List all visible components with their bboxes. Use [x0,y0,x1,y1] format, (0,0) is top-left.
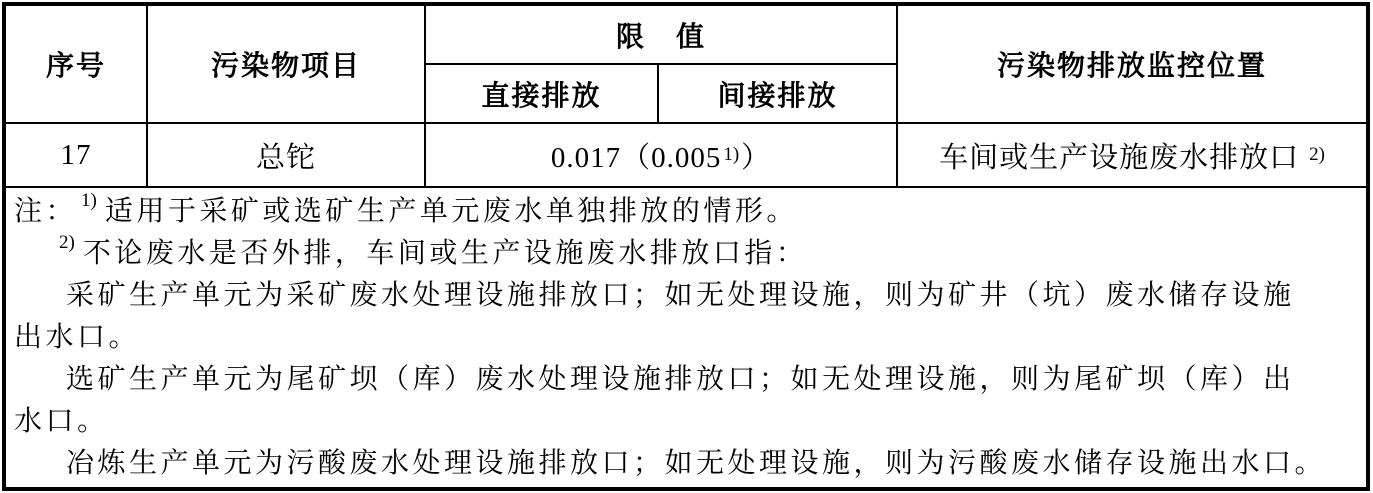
header-label-serial-number: 序号 [45,50,106,81]
footnote-2-marker: 2) [59,232,75,253]
footnote-1-text: 适用于采矿或选矿生产单元废水单独排放的情形。 [104,196,798,227]
header-label-indirect-discharge: 间接排放 [717,79,838,111]
row-cell-limit-value: 0.017（0.005 1) ） [426,124,898,188]
footnote-1-line [14,191,1358,233]
footnote-2-line [14,233,1358,275]
monitoring-location-text: 车间或生产设施废水排放口 [939,141,1300,174]
row-serial-number-value: 17 [60,138,92,171]
footnote-1-marker: 1) [81,190,97,211]
footnote-2-beneficiation-line [14,359,1358,401]
header-cell-direct-discharge [426,65,659,124]
row-pollutant-name-value: 总铊 [255,141,316,174]
footnote-2-mining-wrap-text: 出水口。 [14,322,141,353]
header-label-monitoring-location: 污染物排放监控位置 [996,50,1267,81]
limit-value-text: 0.017（0.005 [550,141,722,174]
header-cell-monitoring-location [898,6,1366,124]
header-label-direct-discharge: 直接排放 [481,79,602,111]
footnote-2-mining-line [14,275,1358,317]
header-cell-serial-number [6,6,148,124]
footnote-2-beneficiation-wrap-line [14,401,1358,443]
footnote-2-text: 不论废水是否外排，车间或生产设施废水排放口指： [82,238,808,269]
row-cell-pollutant-name [148,124,426,188]
footnotes-section [6,188,1366,485]
footnote-prefix: 注： [14,196,78,227]
footnote-2-beneficiation-text: 选矿生产单元为尾矿坝（库）废水处理设施排放口；如无处理设施，则为尾矿坝（库）出 [66,364,1295,395]
table-grid [6,6,1366,188]
header-label-limit-group: 限 值 [615,20,706,52]
header-cell-pollutant-item [148,6,426,124]
row-cell-serial-number [6,124,148,188]
header-cell-limit-group [426,6,898,65]
footnote-2-mining-text: 采矿生产单元为采矿废水处理设施排放口；如无处理设施，则为矿井（坑）废水储存设施 [66,280,1295,311]
header-cell-indirect-discharge [659,65,898,124]
limit-value-closing-paren: ） [741,141,772,174]
footnote-2-smelting-line [14,443,1358,485]
footnote-2-smelting-text: 冶炼生产单元为污酸废水处理设施排放口；如无处理设施，则为污酸废水储存设施出水口。 [66,448,1327,479]
row-cell-monitoring-location: 车间或生产设施废水排放口 2) [898,124,1366,188]
footnote-2-mining-wrap-line [14,317,1358,359]
emission-limits-table [2,2,1370,491]
footnote-2-beneficiation-wrap-text: 水口。 [14,406,109,437]
header-label-pollutant-item: 污染物项目 [210,50,361,81]
